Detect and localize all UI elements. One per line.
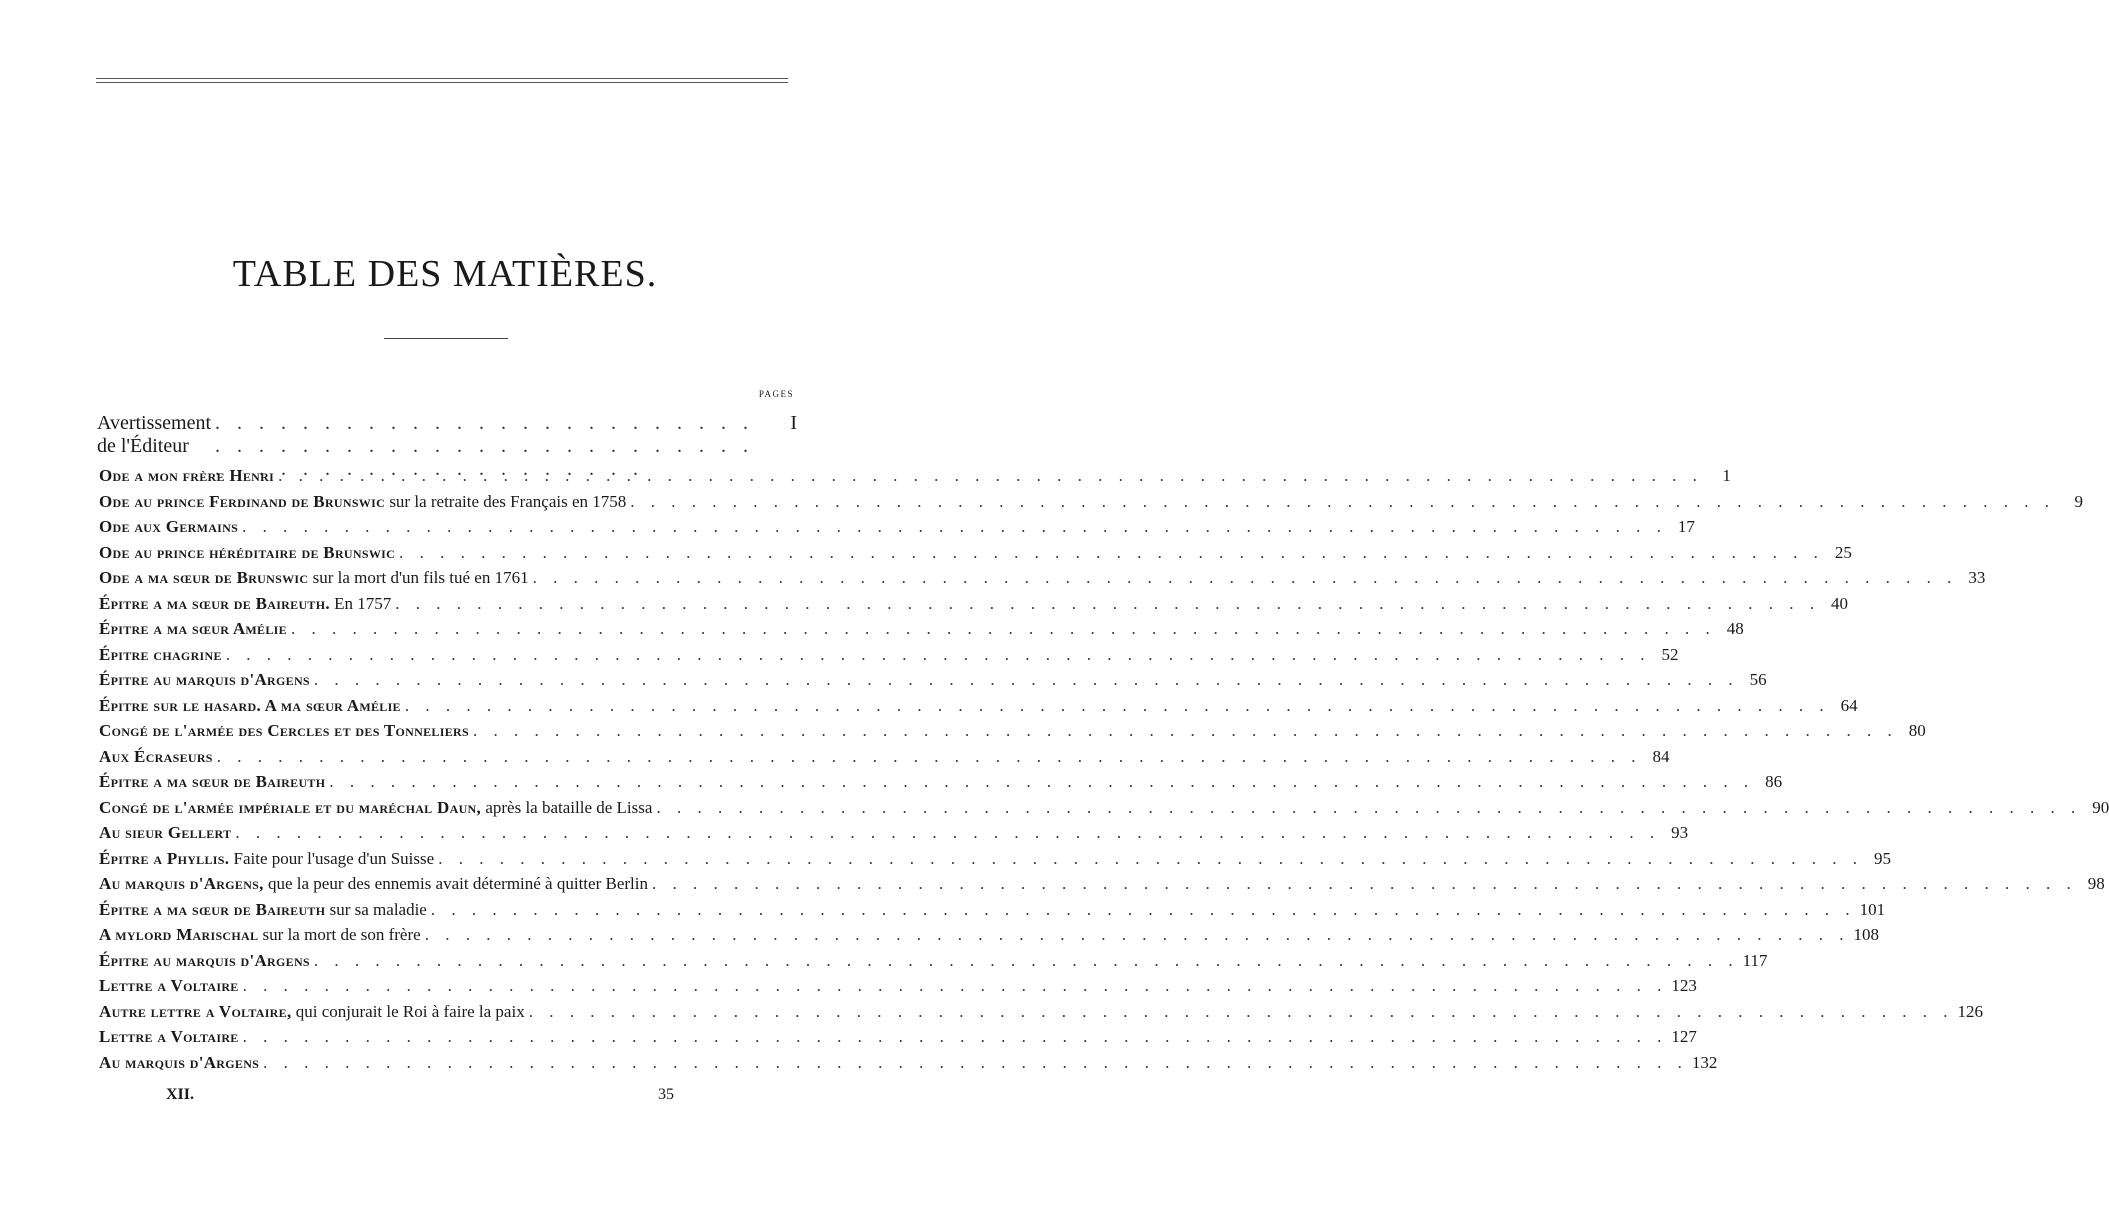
entry-page: 17 <box>1677 517 1695 536</box>
dot-leader <box>529 568 1962 588</box>
entry-page: I <box>790 412 797 434</box>
entry-page: 86 <box>1765 772 1783 791</box>
toc-entry <box>99 1052 1718 1079</box>
entry-title-smallcaps: Congé de l'armée des Cercles et des Tonneliers <box>99 721 469 740</box>
toc-list <box>99 466 2109 1078</box>
entry-title <box>99 1027 239 1047</box>
dot-leader <box>287 619 1720 639</box>
entry-title-rest: sur la mort de son frère <box>258 925 421 944</box>
toc-entry <box>99 517 1695 543</box>
entry-title <box>99 492 626 512</box>
toc-entry <box>99 950 1768 977</box>
toc-entry <box>99 542 1852 569</box>
dot-leader <box>469 721 1902 741</box>
dot-leader <box>652 798 2085 818</box>
entry-title-smallcaps: Épitre a ma sœur de Baireuth <box>99 899 326 919</box>
toc-entry <box>99 874 2105 900</box>
entry-title-smallcaps: A mylord Marischal <box>99 925 259 944</box>
toc-entry <box>99 670 1767 696</box>
entry-title-smallcaps: Épitre a Phyllis. <box>99 848 230 868</box>
volume-number: XII. <box>166 1086 195 1103</box>
entry-title <box>99 696 401 716</box>
toc-entry <box>99 644 1679 671</box>
dot-leader <box>525 1002 1958 1022</box>
entry-title-smallcaps: Ode a mon frère Henri <box>99 466 275 485</box>
toc-entry <box>99 721 1926 747</box>
entry-title-smallcaps: Ode aux Germains <box>99 517 239 536</box>
dot-leader <box>395 543 1828 563</box>
entry-page: 127 <box>1671 1027 1697 1046</box>
entry-page: 33 <box>1968 568 1986 587</box>
toc-entry <box>99 899 1886 926</box>
entry-title <box>99 823 231 843</box>
entry-page: 9 <box>2074 491 2084 511</box>
dot-leader <box>239 1027 1672 1047</box>
dot-leader <box>259 1053 1692 1073</box>
entry-title-rest: qui conjurait le Roi à faire la paix <box>291 1001 525 1021</box>
entry-title-rest: que la peur des ennemis avait déterminé à quitter Berlin <box>263 874 648 893</box>
dot-leader <box>222 645 1655 665</box>
toc-entry <box>99 1027 1697 1053</box>
entry-page: 98 <box>2087 874 2105 893</box>
entry-page: 123 <box>1671 976 1697 995</box>
entry-page: 90 <box>2092 797 2109 817</box>
entry-title <box>99 670 310 690</box>
entry-page: 48 <box>1726 619 1744 638</box>
entry-title <box>99 466 274 486</box>
entry-title-smallcaps: Autre lettre a Voltaire, <box>99 1001 292 1021</box>
entry-page: 80 <box>1908 721 1926 740</box>
dot-leader <box>310 670 1743 690</box>
toc-entry <box>99 976 1697 1002</box>
toc-entry <box>99 823 1689 849</box>
entry-title <box>99 517 238 537</box>
entry-title <box>99 721 469 741</box>
page-title: TABLE DES MATIÈRES. <box>232 253 658 295</box>
top-rule <box>96 78 788 79</box>
dot-leader <box>626 492 2059 512</box>
entry-page: 25 <box>1834 542 1852 562</box>
entry-title-rest: sur la mort d'un fils tué en 1761 <box>308 568 529 587</box>
toc-entry <box>99 695 1858 722</box>
toc-entry <box>99 925 1879 951</box>
dot-leader <box>401 696 1834 716</box>
entry-page: 64 <box>1840 695 1858 715</box>
entry-page: 84 <box>1652 746 1670 766</box>
entry-title-smallcaps: Lettre a Voltaire <box>99 1027 239 1046</box>
entry-title-rest: En 1757 <box>329 593 392 613</box>
dot-leader <box>427 900 1860 920</box>
entry-title <box>99 619 287 639</box>
toc-entry-avertissement <box>97 412 797 457</box>
toc-entry <box>99 1001 1983 1028</box>
entry-title-smallcaps: Au marquis d'Argens, <box>99 874 264 893</box>
entry-title-smallcaps: Épitre au marquis d'Argens <box>99 670 310 689</box>
entry-title <box>99 594 391 614</box>
entry-title-smallcaps: Ode a ma sœur de Brunswic <box>99 568 309 587</box>
entry-title <box>99 951 310 971</box>
entry-page: 93 <box>1671 823 1689 842</box>
toc-entry <box>99 746 1670 773</box>
entry-title-smallcaps: Congé de l'armée impériale et du maréchal Daun, <box>99 797 482 817</box>
entry-page: 108 <box>1853 925 1879 944</box>
entry-title <box>99 976 239 996</box>
entry-title-smallcaps: Épitre a ma sœur de Baireuth <box>99 772 326 791</box>
entry-title-smallcaps: Épitre a ma sœur Amélie <box>99 619 287 638</box>
entry-title-smallcaps: Lettre a Voltaire <box>99 976 239 995</box>
entry-title <box>99 1002 525 1022</box>
dot-leader <box>325 772 1758 792</box>
toc-entry <box>99 797 2109 824</box>
entry-title-smallcaps: Ode au prince Ferdinand de Brunswic <box>99 491 386 511</box>
entry-title <box>99 772 325 792</box>
toc-entry <box>99 772 1783 798</box>
entry-title-smallcaps: Au sieur Gellert <box>99 823 232 842</box>
entry-page: 95 <box>1873 848 1891 868</box>
toc-entry <box>99 568 1986 594</box>
pages-column-label: PAGES <box>758 389 794 399</box>
toc-entry <box>99 848 1891 875</box>
entry-title <box>99 900 427 920</box>
dot-leader <box>434 849 1867 869</box>
dot-leader <box>213 747 1646 767</box>
toc-entry <box>99 466 1731 492</box>
entry-title: Avertissement de l'Éditeur <box>97 412 212 457</box>
entry-page: 56 <box>1749 670 1767 689</box>
dot-leader <box>274 466 1707 486</box>
dot-leader <box>421 925 1854 945</box>
entry-title-smallcaps: Épitre a ma sœur de Baireuth. <box>99 593 330 613</box>
entry-title-smallcaps: Épitre sur le hasard. A ma sœur Amélie <box>99 695 401 715</box>
entry-page: 40 <box>1831 593 1849 613</box>
toc-entry <box>99 619 1744 645</box>
toc-entry <box>99 491 2084 518</box>
entry-title <box>99 798 652 818</box>
entry-title <box>99 568 529 588</box>
title-divider <box>384 338 508 339</box>
entry-title-smallcaps: Épitre chagrine <box>99 644 222 664</box>
entry-title <box>99 543 395 563</box>
entry-title <box>99 1053 259 1073</box>
dot-leader <box>239 976 1672 996</box>
dot-leader <box>238 517 1671 537</box>
dot-leader <box>231 823 1664 843</box>
entry-title-rest: Faite pour l'usage d'un Suisse <box>229 848 435 868</box>
entry-title-smallcaps: Aux Écraseurs <box>99 746 213 766</box>
signature-mark: 35 <box>658 1086 674 1103</box>
dot-leader <box>648 874 2081 894</box>
entry-title-rest: sur sa maladie <box>325 899 427 919</box>
entry-title <box>99 645 222 665</box>
entry-page: 52 <box>1661 644 1679 664</box>
entry-title <box>99 874 648 894</box>
entry-title <box>99 849 434 869</box>
top-rule-secondary <box>96 82 788 83</box>
entry-title <box>99 747 213 767</box>
entry-title-smallcaps: Ode au prince héréditaire de Brunswic <box>99 542 396 562</box>
toc-entry <box>99 593 1849 620</box>
entry-page: 1 <box>1722 466 1731 485</box>
entry-title-rest: après la bataille de Lissa <box>481 797 653 817</box>
entry-title-smallcaps: Épitre au marquis d'Argens <box>99 950 310 970</box>
entry-page: 126 <box>1957 1001 1983 1021</box>
entry-title <box>99 925 421 945</box>
entry-page: 132 <box>1691 1052 1718 1072</box>
entry-title-rest: sur la retraite des Français en 1758 <box>385 491 627 511</box>
entry-page: 117 <box>1742 950 1768 970</box>
entry-page: 101 <box>1859 899 1886 919</box>
entry-title-smallcaps: Au marquis d'Argens <box>99 1052 260 1072</box>
dot-leader <box>310 951 1743 971</box>
dot-leader <box>391 594 1824 614</box>
